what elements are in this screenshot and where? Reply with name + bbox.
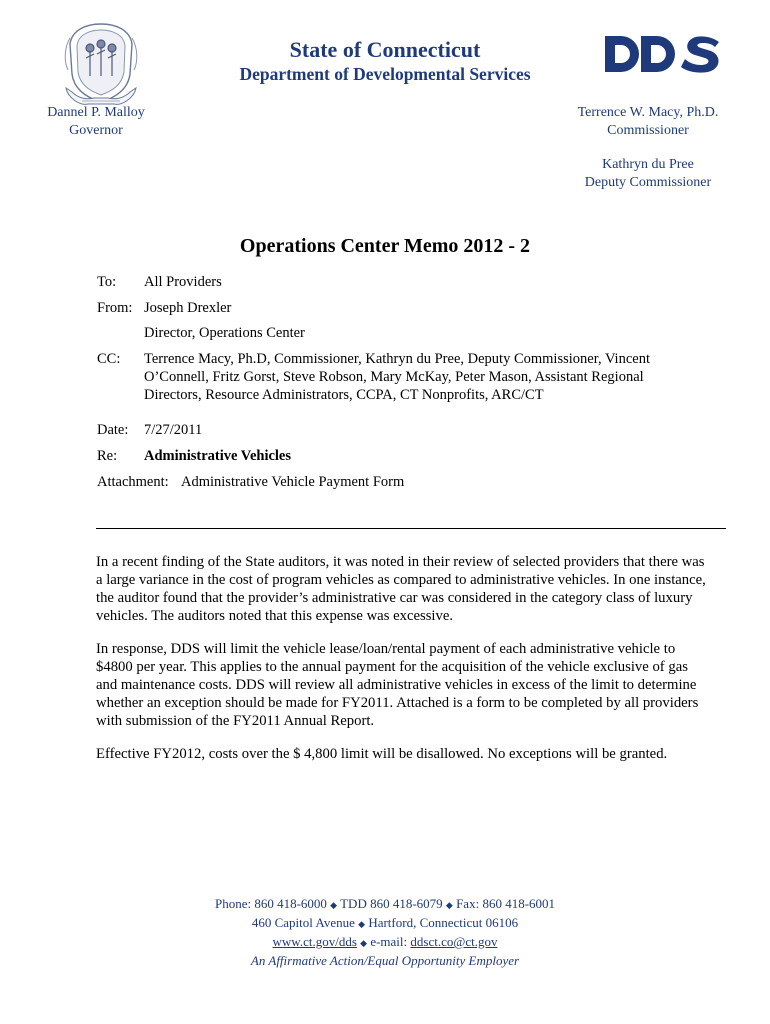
body-paragraph-3 <box>96 745 726 763</box>
footer-contact-line <box>0 895 770 914</box>
footer-phone: Phone: 860 418-6000 <box>214 896 327 911</box>
divider <box>96 528 726 529</box>
re-label: Re: <box>97 448 118 464</box>
deputy-name: Kathryn du Pree <box>602 157 694 172</box>
from-title: Director, Operations Center <box>144 325 305 341</box>
attachment-value: Administrative Vehicle Payment Form <box>181 474 405 490</box>
footer-address: 460 Capitol Avenue <box>251 915 355 930</box>
from-value: Joseph Drexler <box>144 300 232 316</box>
commissioner-title: Commissioner <box>607 123 689 138</box>
footer-web-line <box>0 933 770 952</box>
body-line: the auditor found that the provider’s administrative car was considered in the category class of luxury <box>96 590 693 606</box>
body-line: In response, DDS will limit the vehicle lease/loan/rental payment of each administrative vehicle to <box>96 641 676 657</box>
dds-logo <box>603 32 721 76</box>
body-line: $4800 per year. This applies to the annual payment for the acquisition of the vehicle exclusive of gas <box>96 659 688 675</box>
body-line: In a recent finding of the State auditors, it was noted in their review of selected providers that there was <box>96 554 705 570</box>
eeo-statement: An Affirmative Action/Equal Opportunity Employer <box>250 953 520 968</box>
body-line: with submission of the FY2011 Annual Report. <box>96 713 375 729</box>
state-name: State of Connecticut <box>289 37 481 62</box>
footer-fax: Fax: 860 418-6001 <box>456 896 556 911</box>
body-line: and maintenance costs. DDS will review all administrative vehicles in excess of the limit to determine <box>96 677 697 693</box>
footer <box>0 895 770 969</box>
diamond-icon: ◆ <box>360 938 368 948</box>
department-name: Department of Developmental Services <box>239 64 531 84</box>
governor-name: Dannel P. Malloy <box>47 105 145 120</box>
diamond-icon: ◆ <box>330 900 338 910</box>
body-paragraph-2 <box>96 640 726 730</box>
footer-address-line <box>0 914 770 933</box>
cc-line: O’Connell, Fritz Gorst, Steve Robson, Mary McKay, Peter Mason, Assistant Regional <box>144 369 644 385</box>
from-label: From: <box>97 300 133 316</box>
date-value: 7/27/2011 <box>144 422 203 438</box>
attachment-label: Attachment: <box>97 474 169 490</box>
deputy-block <box>566 156 730 192</box>
footer-city: Hartford, Connecticut 06106 <box>368 915 519 930</box>
cc-line: Directors, Resource Administrators, CCPA, CT Nonprofits, ARC/CT <box>144 387 544 403</box>
email-link[interactable]: ddsct.co@ct.gov <box>410 934 498 949</box>
body-line: vehicles. The auditors noted that this expense was excessive. <box>96 608 454 624</box>
commissioner-block <box>566 104 730 140</box>
body-line: whether an exception should be made for FY2011. Attached is a form to be completed by all providers <box>96 695 699 711</box>
cc-line: Terrence Macy, Ph.D, Commissioner, Kathryn du Pree, Deputy Commissioner, Vincent <box>144 351 650 367</box>
deputy-title: Deputy Commissioner <box>584 175 712 190</box>
website-link[interactable]: www.ct.gov/dds <box>272 934 357 949</box>
email-label: e-mail: <box>370 934 408 949</box>
to-label: To: <box>97 274 117 290</box>
diamond-icon: ◆ <box>445 900 453 910</box>
governor-block <box>40 104 152 140</box>
memo-body <box>96 553 726 778</box>
commissioner-name: Terrence W. Macy, Ph.D. <box>577 105 719 120</box>
to-value: All Providers <box>144 274 222 290</box>
date-label: Date: <box>97 422 129 438</box>
memo-title: Operations Center Memo 2012 - 2 <box>239 235 531 257</box>
re-value: Administrative Vehicles <box>144 448 292 464</box>
diamond-icon: ◆ <box>358 919 366 929</box>
cc-label: CC: <box>97 351 121 367</box>
governor-title: Governor <box>69 123 123 138</box>
body-paragraph-1 <box>96 553 726 625</box>
body-line: Effective FY2012, costs over the $ 4,800 limit will be disallowed. No exceptions will be granted. <box>96 746 668 762</box>
footer-tdd: TDD 860 418-6079 <box>340 896 443 911</box>
body-line: a large variance in the cost of program vehicles as compared to administrative vehicles. In one instance, <box>96 572 706 588</box>
